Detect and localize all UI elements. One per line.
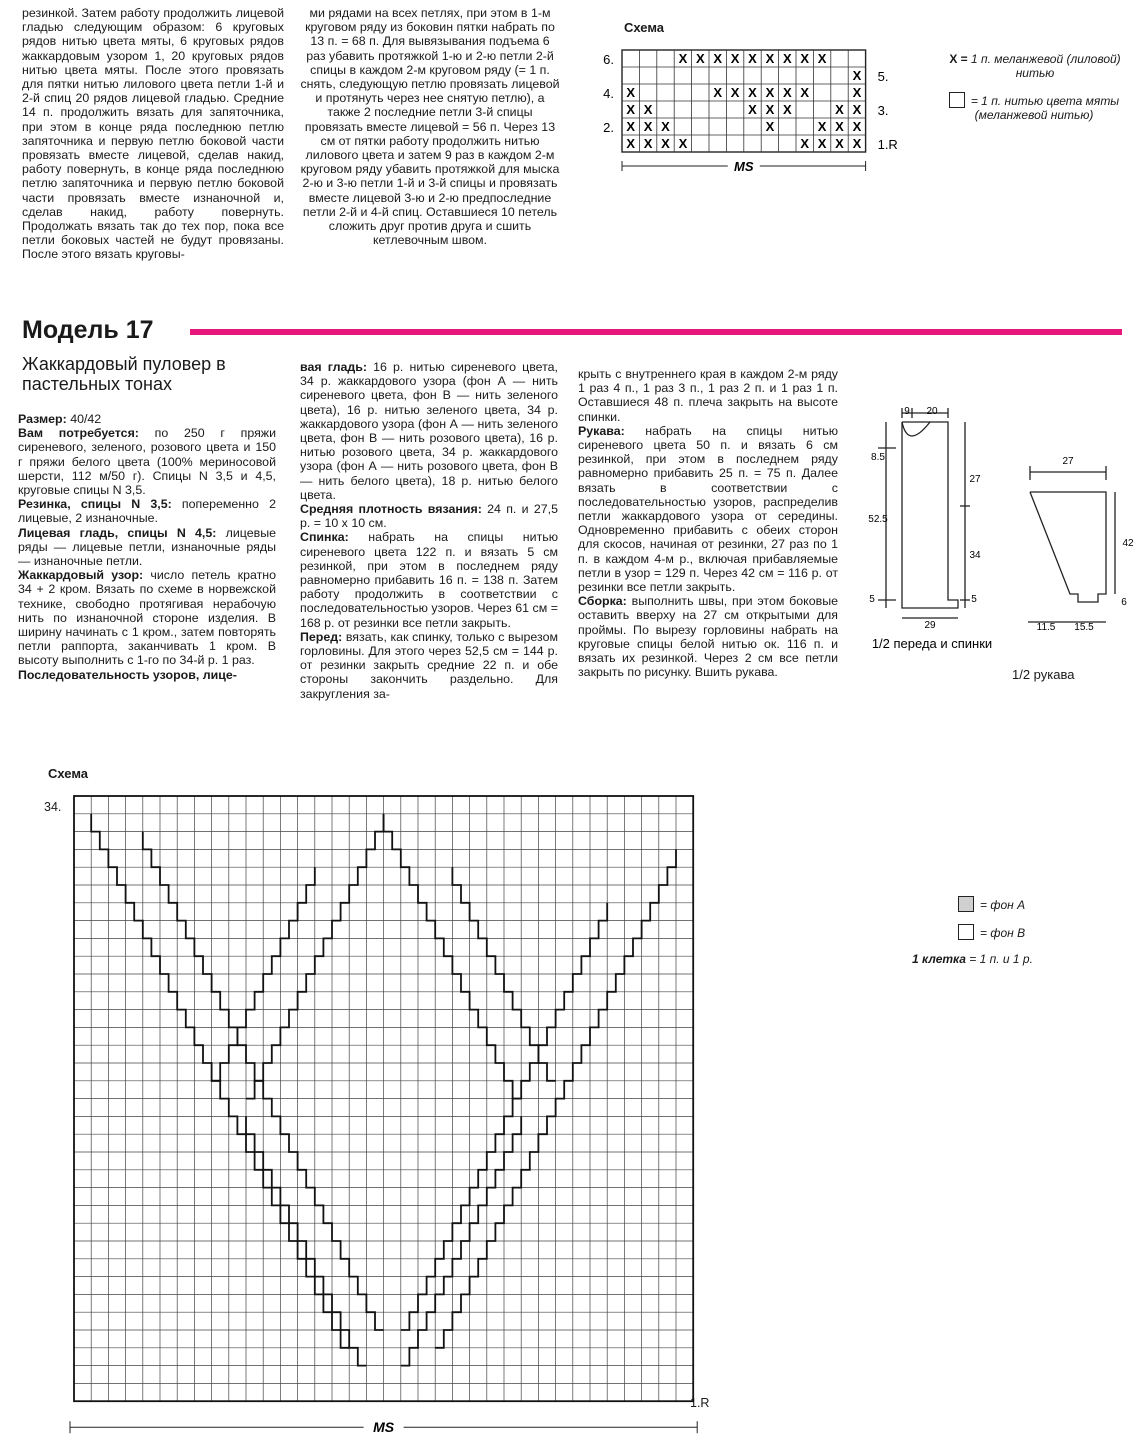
sleeve-dim-27: 27 — [1062, 456, 1074, 467]
x-mark: X — [626, 119, 636, 134]
x-mark: X — [713, 51, 723, 66]
schema2-row-1: 1.R — [690, 1396, 710, 1410]
dim-34: 34 — [969, 550, 981, 561]
x-mark: X — [852, 119, 862, 134]
pattern-sleeve-diagram — [1010, 450, 1140, 660]
x-mark: X — [661, 136, 670, 151]
dim-5-left: 5 — [869, 594, 875, 605]
legend-cell: 1 клетка = 1 п. и 1 р. — [912, 952, 1033, 966]
swatch-empty-icon — [949, 92, 965, 108]
small-ms-label: MS — [734, 159, 754, 174]
small-row-label: 6. — [603, 52, 614, 67]
x-mark: X — [835, 102, 844, 117]
dim-52-5: 52.5 — [868, 514, 888, 525]
small-row-label: 2. — [603, 120, 614, 135]
text-column-2: ми рядами на всех петлях, при этом в 1-м круговом ряду из боковин пятки набрать по 13 п. = 68 п. Для вывязывания подъема 6 раз убавить протяжкой 1-ю и 2-ю петли 2-й спицы в каждом 2-м круговом ряду (= 1 п. снять, следующую петлю провязать лицевой и протянуть через нее снятую петлю), а также 2 последние петли 3-й спицы провязать вместе лицевой = 56 п. Через 13 см от пятки работу продолжить нитью лилового цвета и затем 9 раз в каждом 2-м круговом ряду убавить протяжкой для мыска 2-ю и 3-ю петли 1-й и 3-й спицы и провязать вместе лицевой 3-ю и 2-ю предпоследние петли 2-й и 4-й спиц. Оставшиеся 10 петель сложить друг против друга и сшить кетлевочным швом. — [300, 6, 560, 248]
x-mark: X — [730, 51, 740, 66]
text-column-5: крыть с внутреннего края в каждом 2-м ряду 1 раз 4 п., 1 раз 3 п., 1 раз 2 п. и 1 раз 1 п. Оставшиеся 48 п. плеча закрыть на высоте спинки. Рукава: набрать на спицы нитью сиреневого цвета 50 п. и вязать 6 см резинкой, при этом в последнем ряду равномерно прибавить 25 п. = 75 п. Далее вязать в соответствии с последовательностью узоров, распределив петли жаккардового узора от середины. Одновременно прибавить с обеих сторон для скосов, начиная от резинки, 27 раз по 1 п. в каждом 4-м р., включая прибавляемые петли в узор = 129 п. Через 42 см = 116 р. от резинки все петли закрыть. Сборка: выполнить швы, при этом боковые оставить вверху на 27 см открытыми для проймы. По вырезу горловины набрать на круговые спицы белой нитью ок. 116 п. и вязать их резинкой. Через 2 см все петли закрыть по рисунку. Вшить рукава. — [578, 367, 838, 680]
small-row-label: 4. — [603, 86, 614, 101]
x-mark: X — [852, 68, 862, 83]
dim-27: 27 — [969, 474, 981, 485]
dim-20: 20 — [926, 406, 938, 417]
x-mark: X — [800, 85, 810, 100]
sleeve-dim-11-5: 11.5 — [1036, 622, 1056, 633]
swatch-grey-icon — [958, 896, 974, 912]
x-mark: X — [817, 136, 827, 151]
x-mark: X — [765, 119, 775, 134]
x-mark: X — [643, 102, 653, 117]
x-mark: X — [852, 136, 862, 151]
schema1-legend-x: X = 1 п. меланжевой (лиловой) нитью — [949, 52, 1121, 80]
schema1-title: Схема — [624, 20, 665, 35]
model-subtitle: Жаккардовый пуловер в пастельных тонах — [22, 354, 226, 394]
small-row-label: 1.R — [877, 137, 898, 152]
x-mark: X — [852, 85, 862, 100]
x-mark: X — [748, 102, 757, 117]
x-mark: X — [835, 119, 844, 134]
text-column-3: Размер: 40/42 Вам потребуется: по 250 г пряжи сиреневого, зеленого, розового цвета и 150 г пряжи белого цвета (100% мериносовой шерсти, 112 м/50 г). Спицы N 3,5 и 4,5, круговые спицы N 3,5. Резинка, спицы N 3,5: попеременно 2 лицевые, 2 изнаночные. Лицевая гладь, спицы N 4,5: лицевые ряды — лицевые петли, изнаночные ряды — изнаночные петли. Жаккардовый узор: число петель кратно 34 + 2 кром. Вязать по схеме в норвежской технике, свободно протягивая нерабочую нить по изнаночной стороне изделия. В ширину начинать с 1 кром., затем повторять петли раппорта, заканчивать 1 кром. В высоту выполнить с 1-го по 34-й р. 1 раз. Последовательность узоров, лице- — [18, 412, 276, 682]
x-mark: X — [661, 119, 670, 134]
x-mark: X — [643, 136, 653, 151]
small-row-label: 5. — [877, 69, 889, 84]
legend-fon-b: = фон В — [958, 924, 1025, 940]
x-mark: X — [782, 51, 792, 66]
x-mark: X — [782, 102, 792, 117]
sleeve-dim-15-5: 15.5 — [1074, 622, 1094, 633]
schema2-title: Схема — [48, 766, 89, 781]
x-mark: X — [817, 51, 827, 66]
x-mark: X — [835, 136, 844, 151]
schema2-row-34: 34. — [44, 800, 62, 814]
x-mark: X — [730, 85, 740, 100]
dim-8-5: 8.5 — [871, 452, 885, 463]
x-mark: X — [765, 85, 775, 100]
sleeve-dim-6: 6 — [1121, 597, 1127, 608]
small-row-label: 3. — [877, 103, 889, 118]
sleeve-dim-42: 42 — [1122, 538, 1134, 549]
x-mark: X — [695, 51, 705, 66]
text-column-4: вая гладь: 16 р. нитью сиреневого цвета, 34 р. жаккардового узора (фон А — нить сиреневого цвета, фон В — нить зеленого цвета), 16 р. нитью зеленого цвета, 34 р. жаккардового узора (фон А — нить зеленого цвета, фон В — нить розового цвета), 16 р. нитью розового цвета, 34 р. жаккардового узора (фон А — нить розового цвета, фон В — нить белого цвета), 18 р. нитью белого цвета. Средняя плотность вязания: 24 п. и 27,5 р. = 10 х 10 см. Спинка: набрать на спицы нитью сиреневого цвета 122 п. и вязать 5 см резинкой, при этом в последнем ряду равномерно прибавить 16 п. = 138 п. Затем работу продолжить в соответствии с последовательностью узоров. Через 61 см = 168 р. от резинки все петли закрыть. Перед: вязать, как спинку, только с вырезом горловины. Для этого через 52,5 см = 144 р. от резинки закрыть средние 22 п. и обе стороны закончить раздельно. Для закругления за- — [300, 360, 558, 701]
pattern-front-back-diagram — [850, 400, 1010, 660]
text-column-1: резинкой. Затем работу продолжить лицевой гладью следующим образом: 6 круговых рядов нитью цвета мяты, 6 круговых рядов жаккардовым узором 1, 20 круговых рядов нитью цвета мяты. После этого провязать для пятки нитью лилового цвета петли 1-й и 2-й спиц 20 рядов лицевой гладью. Средние 14 п. продолжить вязать для запяточника, при этом в конце ряда последнюю петлю запяточника и первую петлю боковой части провязать вместе лицевой, сделав накид, работу повернуть, в конце ряда последнюю петлю запяточника и первую петлю боковой части провязать вместе изнаночной и, сделав накид, работу повернуть. Продолжать вязать так до тех пор, пока все петли боковых частей не будут провязаны. После этого вязать круговы- — [22, 6, 284, 262]
x-mark: X — [800, 136, 810, 151]
x-mark: X — [626, 136, 636, 151]
sleeve-caption-text: 1/2 рукава — [1012, 667, 1075, 682]
small-schema-chart — [590, 46, 920, 196]
legend-fon-a: = фон А — [958, 896, 1025, 912]
jacquard-schema-chart — [60, 792, 700, 1442]
ms-label: MS — [373, 1419, 395, 1436]
x-mark: X — [817, 119, 827, 134]
x-mark: X — [626, 85, 636, 100]
x-mark: X — [748, 51, 757, 66]
x-mark: X — [765, 102, 775, 117]
swatch-white-icon — [958, 924, 974, 940]
schema1-legend-box: = 1 п. нитью цвета мяты (меланжевой нитью) — [934, 92, 1134, 122]
x-mark: X — [643, 119, 653, 134]
x-mark: X — [800, 51, 810, 66]
front-caption: 1/2 переда и спинки — [871, 636, 993, 651]
model-title: Модель 17 — [22, 316, 154, 344]
dim-9: 9 — [904, 406, 910, 417]
x-mark: X — [713, 85, 723, 100]
x-mark: X — [626, 102, 636, 117]
x-mark: X — [678, 136, 688, 151]
x-mark: X — [765, 51, 775, 66]
x-mark: X — [852, 102, 862, 117]
x-mark: X — [678, 51, 688, 66]
dim-5-right: 5 — [971, 594, 977, 605]
x-mark: X — [748, 85, 757, 100]
model-title-bar — [190, 329, 1122, 335]
x-mark: X — [782, 85, 792, 100]
dim-29: 29 — [924, 620, 936, 631]
